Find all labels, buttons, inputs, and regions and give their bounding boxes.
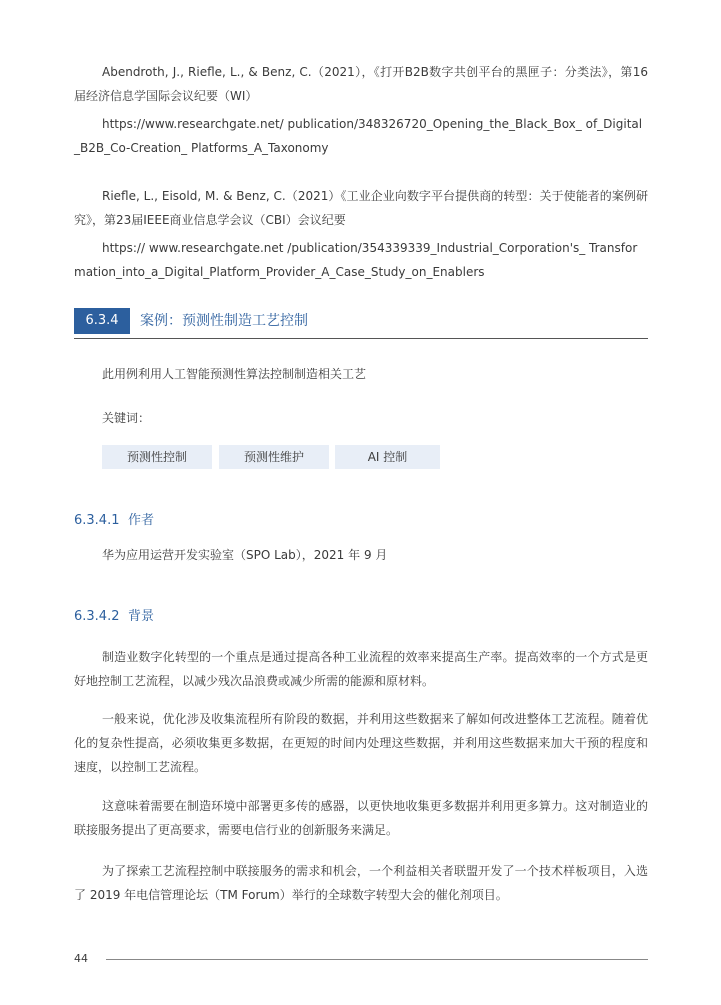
page-number: 44 (74, 952, 88, 965)
section-number-badge: 6.3.4 (74, 308, 130, 334)
reference-url-2[interactable]: https:// www.researchgate.net /publication/354339339_Industrial_Corporation's_ Transformation_into_a_Digital_Platform_Provider_A_Case_Study_on_Enablers (74, 241, 638, 279)
author-heading-number: 6.3.4.1 (74, 513, 120, 528)
background-paragraph-3: 这意味着需要在制造环境中部署更多传的感器，以更快地收集更多数据并利用更多算力。这对制造业的联接服务提出了更高要求，需要电信行业的创新服务来满足。 (74, 799, 648, 837)
keywords-label: 关键词： (102, 411, 151, 425)
keyword-tag-predictive-control: 预测性控制 (102, 445, 212, 469)
background-heading-title: 背景 (128, 609, 155, 624)
section-title: 案例：预测性制造工艺控制 (140, 313, 308, 329)
author-text: 华为应用运营开发实验室（SPO Lab），2021 年 9 月 (102, 548, 388, 562)
reference-citation-1: Abendroth, J., Riefle, L., & Benz, C.（2021），《打开B2B数字共创平台的黑匣子：分类法》，第16届经济信息学国际会议纪要（WI） (74, 65, 648, 103)
reference-url-1[interactable]: https://www.researchgate.net/ publication/348326720_Opening_the_Black_Box_ of_Digital_B2B_Co-Creation_ Platforms_A_Taxonomy (74, 117, 643, 155)
keyword-tag-ai-control: AI 控制 (335, 445, 440, 469)
background-heading (74, 606, 154, 628)
author-heading (74, 510, 154, 532)
section-header (74, 306, 648, 339)
background-paragraph-2: 一般来说，优化涉及收集流程所有阶段的数据，并利用这些数据来了解如何改进整体工艺流程。随着优化的复杂性提高，必须收集更多数据，在更短的时间内处理这些数据，并利用这些数据来加大干预的程度和速度，以控制工艺流程。 (74, 712, 648, 774)
background-paragraph-4: 为了探索工艺流程控制中联接服务的需求和机会，一个利益相关者联盟开发了一个技术样板项目，入选了 2019 年电信管理论坛（TM Forum）举行的全球数字转型大会的催化剂项目。 (74, 864, 648, 902)
author-heading-title: 作者 (128, 513, 155, 528)
keyword-tag-predictive-maintenance: 预测性维护 (219, 445, 329, 469)
background-paragraph-1: 制造业数字化转型的一个重点是通过提高各种工业流程的效率来提高生产率。提高效率的一个方式是更好地控制工艺流程，以减少残次品浪费或减少所需的能源和原材料。 (74, 650, 648, 688)
reference-citation-2: Riefle, L., Eisold, M. & Benz, C.（2021）《工业企业向数字平台提供商的转型：关于使能者的案例研究》，第23届IEEE商业信息学会议（CBI）会议纪要 (74, 189, 648, 227)
section-intro: 此用例利用人工智能预测性算法控制制造相关工艺 (102, 367, 367, 381)
footer-divider (106, 959, 648, 960)
background-heading-number: 6.3.4.2 (74, 609, 120, 624)
